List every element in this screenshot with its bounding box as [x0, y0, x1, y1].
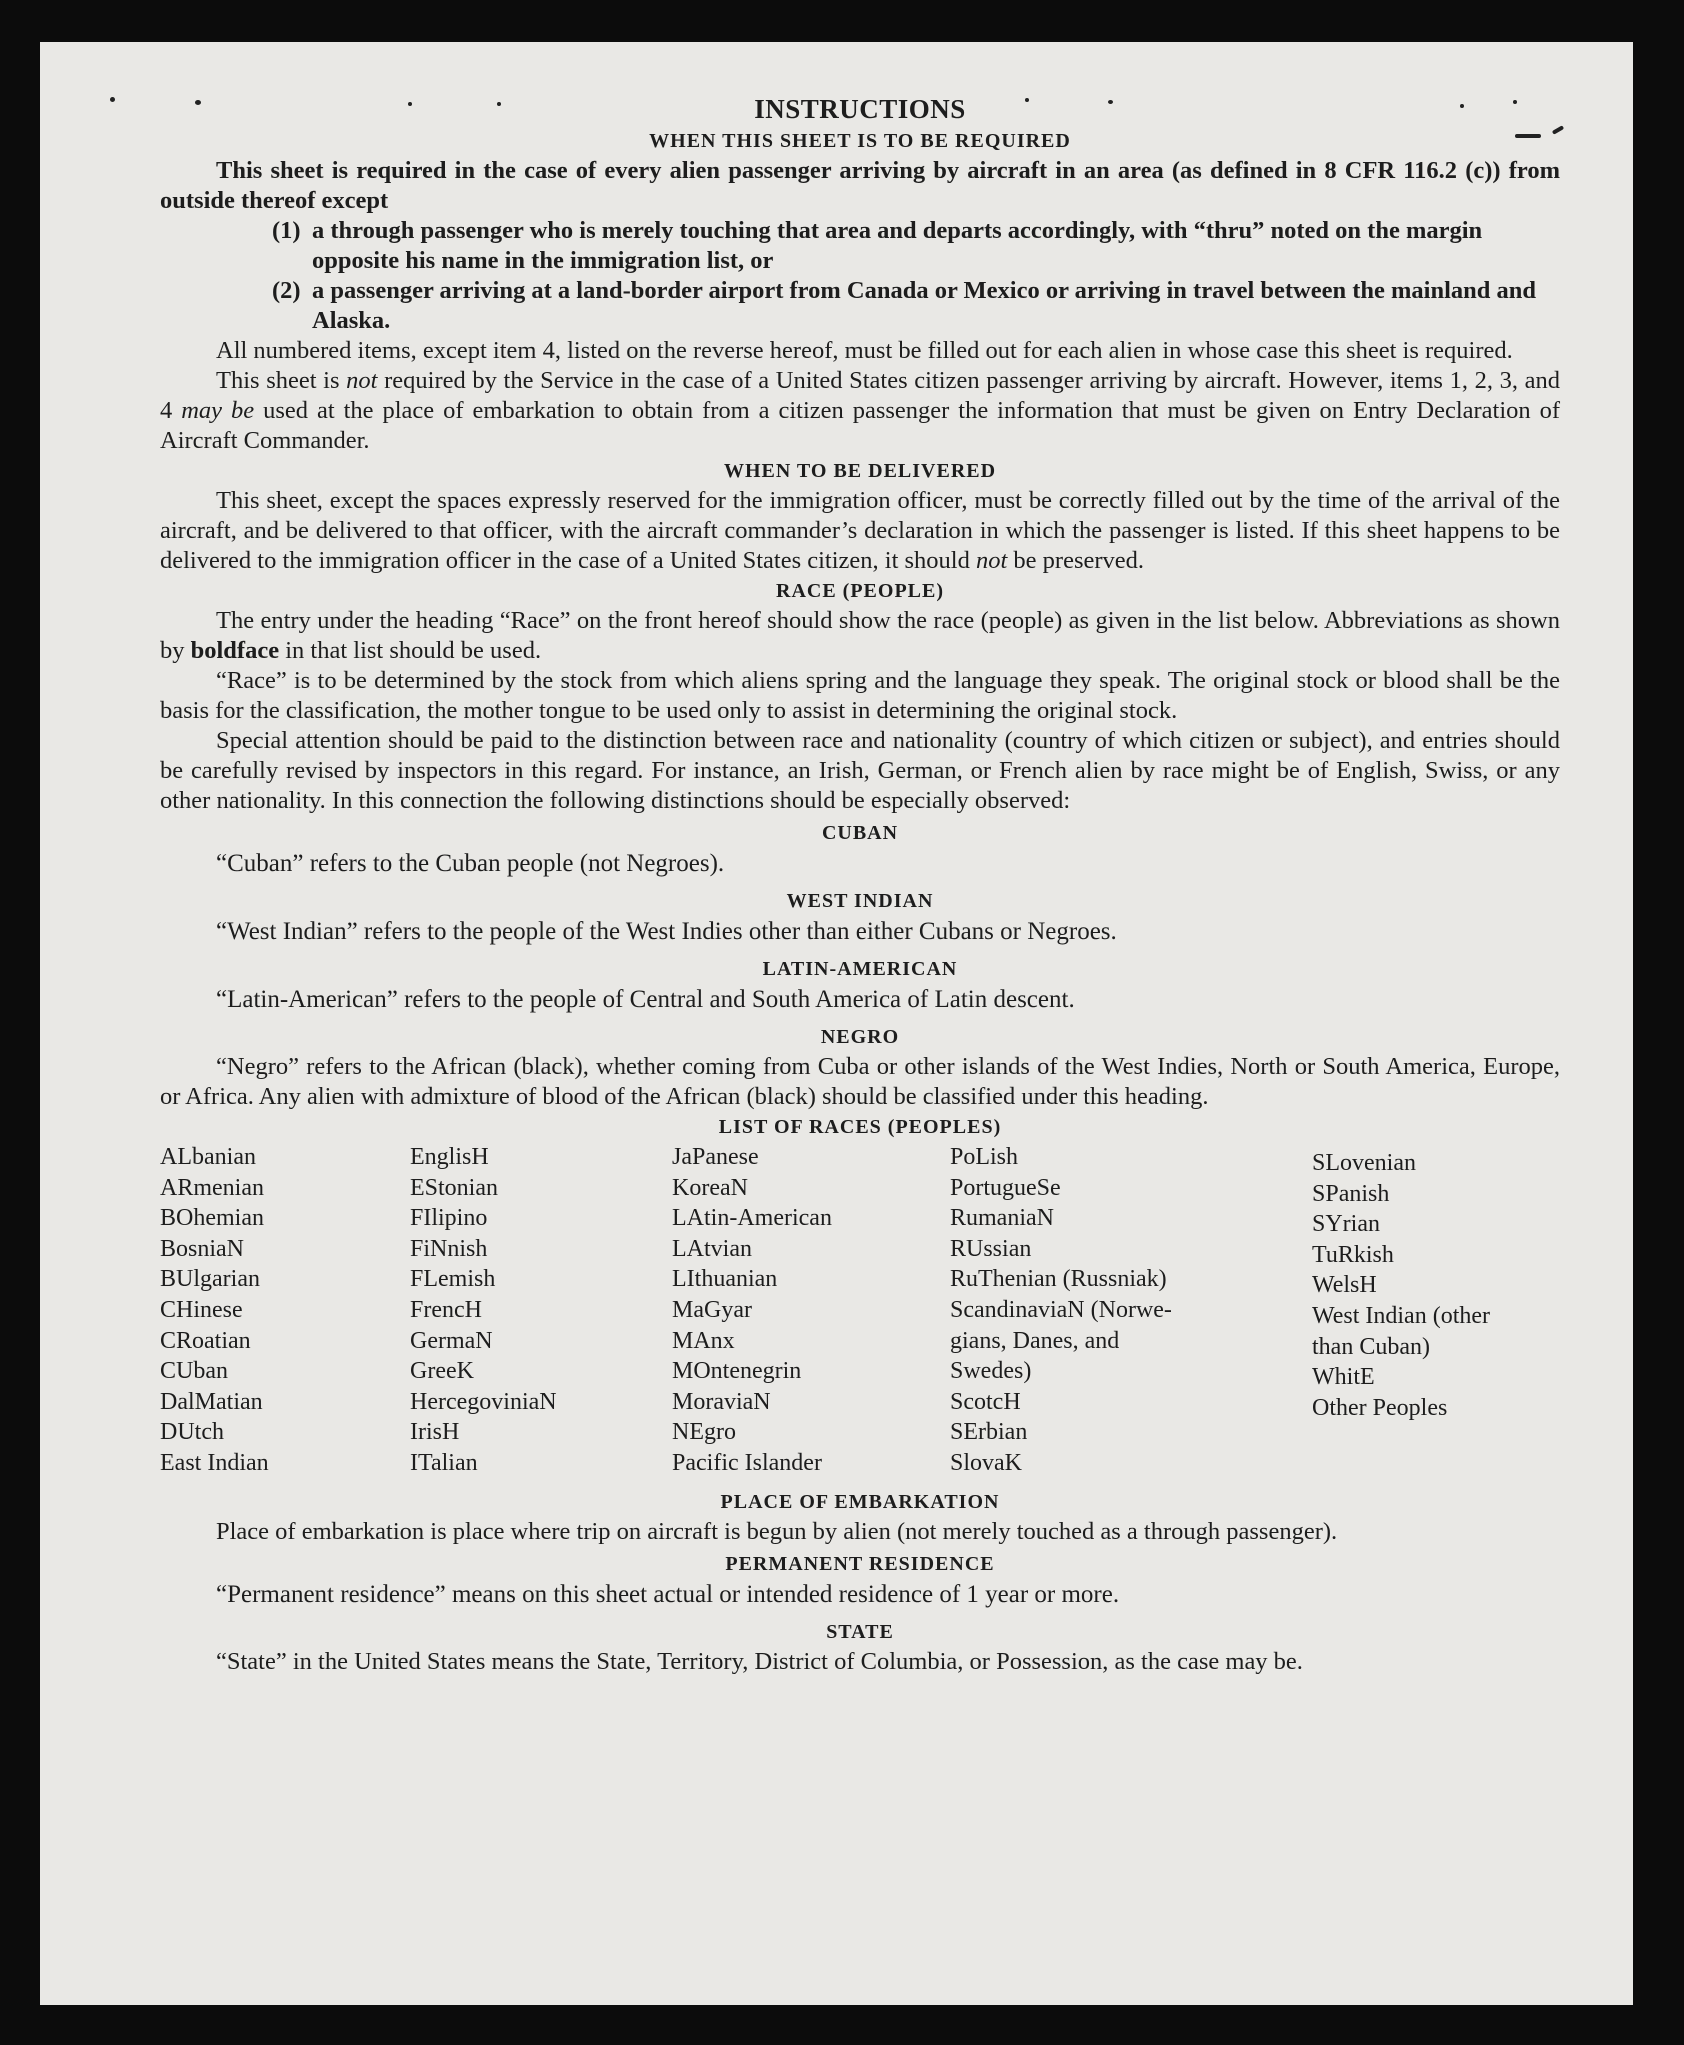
- race-entry: DUtch: [160, 1419, 224, 1446]
- negro-heading: NEGRO: [820, 1026, 900, 1048]
- race-entry: FLemish: [410, 1266, 496, 1293]
- race-entry: MAnx: [672, 1327, 735, 1354]
- section-heading-race: RACE (PEOPLE): [776, 580, 944, 602]
- race-entry: MOntenegrin: [672, 1358, 802, 1385]
- exception-number: (2): [272, 277, 301, 304]
- instruction-sheet: [40, 42, 1633, 2005]
- section-heading-required: WHEN THIS SHEET IS TO BE REQUIRED: [649, 130, 1071, 152]
- race-entry: ITalian: [410, 1449, 478, 1476]
- race-entry: ALbanian: [160, 1144, 256, 1170]
- race-entry: FrencH: [410, 1296, 482, 1323]
- state-heading: STATE: [826, 1620, 894, 1643]
- numbered-items-note: All numbered items, except item 4, listed on the reverse hereof, must be filled out for each alien in whose case this sheet is required.: [216, 337, 1513, 364]
- race-list: [160, 1142, 1560, 1479]
- race-entry-note: The entry under the heading “Race” on the front hereof should show the race (people) as given in the list below. Abbreviations as shown by boldface in that list should be used.: [160, 607, 1560, 664]
- page-title: INSTRUCTIONS: [754, 94, 966, 124]
- race-entry: MaGyar: [672, 1296, 752, 1323]
- race-entry: ScandinaviaN (Norwe- gians, Danes, and Swedes): [950, 1296, 1172, 1385]
- race-entry: IrisH: [410, 1419, 460, 1446]
- races-heading: LIST OF RACES (PEOPLES): [718, 1116, 1002, 1138]
- race-entry: East Indian: [160, 1449, 269, 1476]
- race-entry: WhitE: [1312, 1364, 1375, 1391]
- race-entry: SLovenian: [1312, 1150, 1416, 1176]
- race-entry: HercegoviniaN: [410, 1388, 557, 1415]
- race-entry: CRoatian: [160, 1327, 251, 1354]
- race-entry: Pacific Islander: [672, 1449, 822, 1476]
- race-determination-note: “Race” is to be determined by the stock from which aliens spring and the language they speak. The original stock or blood shall be the basis for the classification, the mother tongue to be used only to assist in determining the original stock.: [160, 667, 1560, 724]
- race-entry: SPanish: [1312, 1180, 1390, 1207]
- citizen-note: This sheet is not required by the Service in the case of a United States citizen passenger arriving by aircraft. However, items 1, 2, 3, and 4 may be used at the place of embarkation to obtain from a citizen passenger the information that must be given on Entry Declaration of Aircraft Commander.: [160, 367, 1561, 454]
- race-entry: CHinese: [160, 1296, 243, 1323]
- race-entry: EnglisH: [410, 1144, 489, 1170]
- race-entry: BosniaN: [160, 1235, 244, 1262]
- residence-heading: PERMANENT RESIDENCE: [725, 1552, 995, 1575]
- race-entry: LIthuanian: [672, 1266, 778, 1293]
- instructions-body: [160, 94, 1560, 1677]
- exception-text: a through passenger who is merely touching that area and departs accordingly, with “thru” noted on the margin opposite his name in the immigration list, or: [312, 217, 1483, 274]
- race-entry: BOhemian: [160, 1205, 264, 1232]
- race-entry: ScotcH: [950, 1388, 1021, 1415]
- exception-text: a passenger arriving at a land-border airport from Canada or Mexico or arriving in travel between the mainland and Alaska.: [312, 277, 1537, 334]
- residence-text: “Permanent residence” means on this sheet actual or intended residence of 1 year or more.: [216, 1580, 1120, 1608]
- state-text: “State” in the United States means the State, Territory, District of Columbia, or Possession, as the case may be.: [216, 1647, 1303, 1675]
- delivered-text: This sheet, except the spaces expressly reserved for the immigration officer, must be correctly filled out by the time of the arrival of the aircraft, and be delivered to that officer, with the aircraft commander’s declaration in which the passenger is listed. If this sheet happens to be delivered to the immigration officer in the case of a United States citizen, it should not be preserved.: [160, 487, 1560, 574]
- race-entry: PortugueSe: [950, 1174, 1061, 1201]
- definition-heading: WEST INDIAN: [786, 890, 934, 912]
- race-entry: LAtvian: [672, 1235, 752, 1262]
- required-intro: This sheet is required in the case of every alien passenger arriving by aircraft in an area (as defined in 8 CFR 116.2 (c)) from outside thereof except: [160, 157, 1560, 214]
- race-entry: CUban: [160, 1358, 228, 1385]
- race-column: [672, 1142, 950, 1479]
- race-entry: FiNnish: [410, 1235, 488, 1262]
- race-entry: SlovaK: [950, 1449, 1022, 1476]
- scan-speck: [110, 97, 115, 102]
- race-entry: RumaniaN: [950, 1205, 1054, 1232]
- race-column: [1312, 1142, 1560, 1479]
- race-entry: ARmenian: [160, 1174, 264, 1201]
- race-entry: FIlipino: [410, 1205, 488, 1232]
- race-column: [950, 1142, 1312, 1479]
- race-entry: SYrian: [1312, 1211, 1380, 1238]
- race-entry: LAtin-American: [672, 1205, 832, 1232]
- race-entry: GreeK: [410, 1358, 474, 1385]
- definition-text: “Cuban” refers to the Cuban people (not Negroes).: [216, 850, 725, 877]
- race-entry: EStonian: [410, 1174, 498, 1201]
- race-column: [410, 1142, 672, 1479]
- race-nationality-note: Special attention should be paid to the distinction between race and nationality (country of which citizen or subject), and entries should be carefully revised by inspectors in this regard. For instance, an Irish, German, or French alien by race might be of English, Swiss, or any other nationality. In this connection the following distinctions should be especially observed:: [160, 727, 1560, 814]
- race-entry: TuRkish: [1312, 1241, 1394, 1268]
- exception-item: [160, 216, 1560, 276]
- definition-heading: CUBAN: [821, 822, 899, 844]
- embarkation-heading: PLACE OF EMBARKATION: [720, 1490, 1000, 1513]
- race-entry: PoLish: [950, 1144, 1019, 1170]
- race-entry: NEgro: [672, 1419, 736, 1446]
- race-entry: JaPanese: [672, 1144, 759, 1170]
- race-entry: RUssian: [950, 1235, 1032, 1262]
- race-entry: KoreaN: [672, 1174, 748, 1201]
- exception-number: (1): [272, 217, 301, 244]
- race-entry: MoraviaN: [672, 1388, 771, 1415]
- race-entry: BUlgarian: [160, 1266, 260, 1293]
- exception-item: [160, 276, 1560, 336]
- race-entry: GermaN: [410, 1327, 493, 1354]
- negro-text: “Negro” refers to the African (black), whether coming from Cuba or other islands of the West Indies, North or South America, Europe, or Africa. Any alien with admixture of blood of the African (black) should be classified under this heading.: [160, 1053, 1560, 1110]
- race-entry: West Indian (other than Cuban): [1312, 1302, 1491, 1360]
- race-entry: SErbian: [950, 1419, 1028, 1446]
- embarkation-text: Place of embarkation is place where trip on aircraft is begun by alien (not merely touched as a through passenger).: [216, 1517, 1338, 1545]
- race-column: [160, 1142, 410, 1479]
- definition-heading: LATIN-AMERICAN: [762, 958, 958, 980]
- race-entry: Other Peoples: [1312, 1394, 1448, 1421]
- section-heading-delivered: WHEN TO BE DELIVERED: [723, 460, 997, 482]
- race-entry: WelsH: [1312, 1272, 1377, 1299]
- race-entry: DalMatian: [160, 1388, 263, 1415]
- definition-text: “West Indian” refers to the people of the West Indies other than either Cubans or Negroes.: [216, 918, 1117, 945]
- definition-text: “Latin-American” refers to the people of Central and South America of Latin descent.: [216, 986, 1075, 1013]
- race-entry: RuThenian (Russniak): [950, 1266, 1167, 1293]
